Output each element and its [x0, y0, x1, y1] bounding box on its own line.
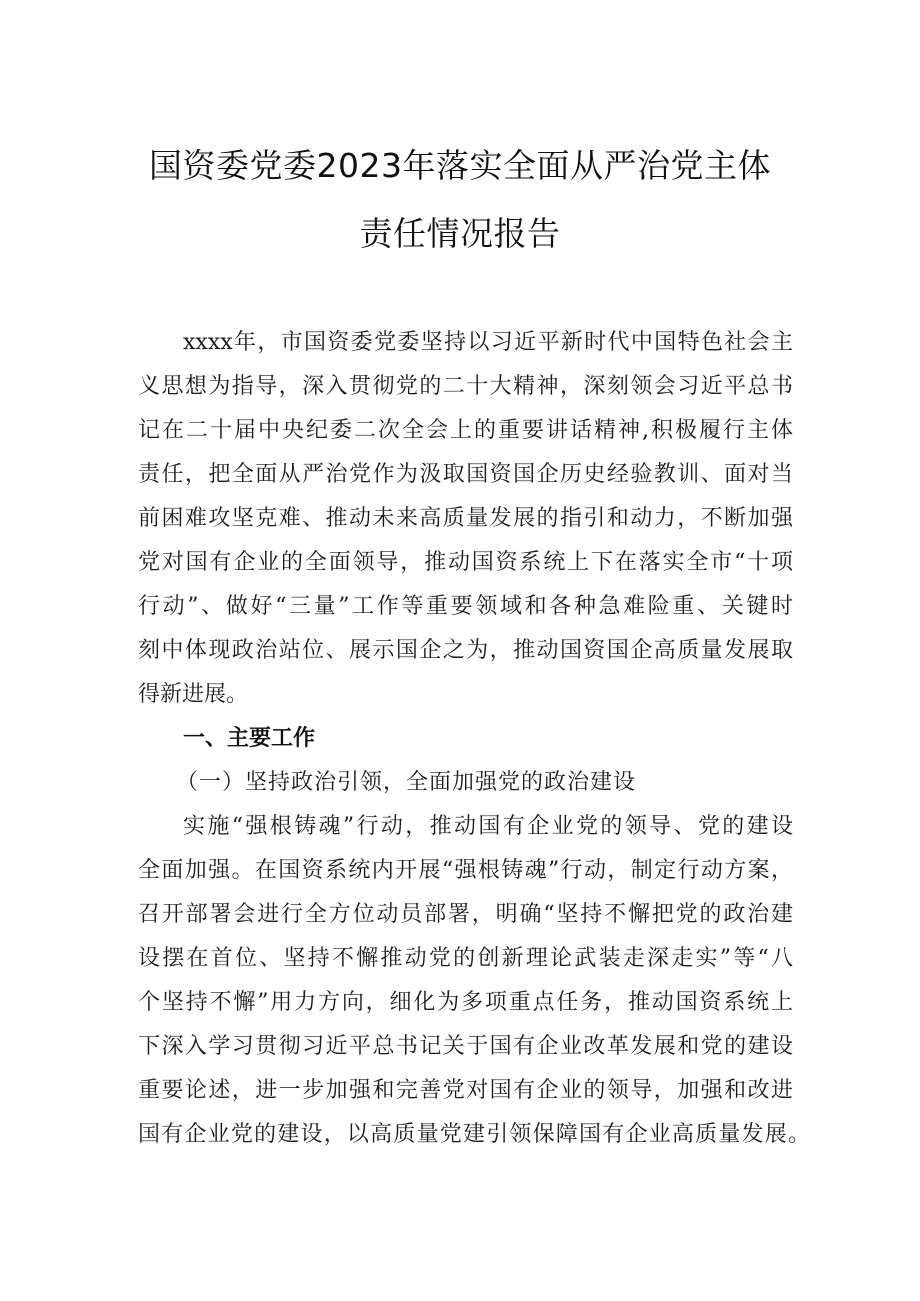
- section-heading: 一、主要工作: [183, 726, 316, 751]
- paragraph-2-line: 全面加强。在国资系统内开展“强根铸魂”行动，制定行动方案，: [138, 858, 793, 883]
- paragraph-1-line: 责任，把全面从严治党作为汲取国资国企历史经验教训、面对当: [138, 462, 793, 487]
- paragraph-1-line: 记在二十届中央纪委二次全会上的重要讲话精神,积极履行主体: [138, 418, 793, 443]
- paragraph-2-line: 实施“强根铸魂”行动，推动国有企业党的领导、党的建设: [183, 814, 793, 839]
- paragraph-2-line: 设摆在首位、坚持不懈推动党的创新理论武装走深走实”等“八: [138, 946, 793, 971]
- paragraph-2-line: 召开部署会进行全方位动员部署，明确“坚持不懈把党的政治建: [138, 902, 793, 927]
- document-title-line-2: 责任情况报告: [359, 214, 561, 253]
- paragraph-1-line: 前困难攻坚克难、推动未来高质量发展的指引和动力，不断加强: [138, 506, 793, 531]
- document-title-line-1: 国资委党委2023年落实全面从严治党主体: [149, 146, 771, 185]
- paragraph-1-line: 党对国有企业的全面领导，推动国资系统上下在落实全市“十项: [138, 550, 793, 575]
- paragraph-1-line: 得新进展。: [138, 682, 249, 707]
- section-subheading: （一）坚持政治引领，全面加强党的政治建设: [176, 770, 637, 795]
- paragraph-2-line: 国有企业党的建设，以高质量党建引领保障国有企业高质量发展。: [138, 1122, 810, 1147]
- paragraph-1-line: 刻中体现政治站位、展示国企之为，推动国资国企高质量发展取: [138, 638, 793, 663]
- paragraph-1-line: xxxx年，市国资委党委坚持以习近平新时代中国特色社会主: [183, 330, 793, 355]
- paragraph-1-line: 义思想为指导，深入贯彻党的二十大精神，深刻领会习近平总书: [138, 374, 793, 399]
- paragraph-1-line: 行动”、做好“三量”工作等重要领域和各种急难险重、关键时: [138, 594, 793, 619]
- paragraph-2-line: 下深入学习贯彻习近平总书记关于国有企业改革发展和党的建设: [138, 1034, 793, 1059]
- paragraph-2-line: 个坚持不懈”用力方向，细化为多项重点任务，推动国资系统上: [138, 990, 793, 1015]
- paragraph-2-line: 重要论述，进一步加强和完善党对国有企业的领导，加强和改进: [138, 1078, 793, 1103]
